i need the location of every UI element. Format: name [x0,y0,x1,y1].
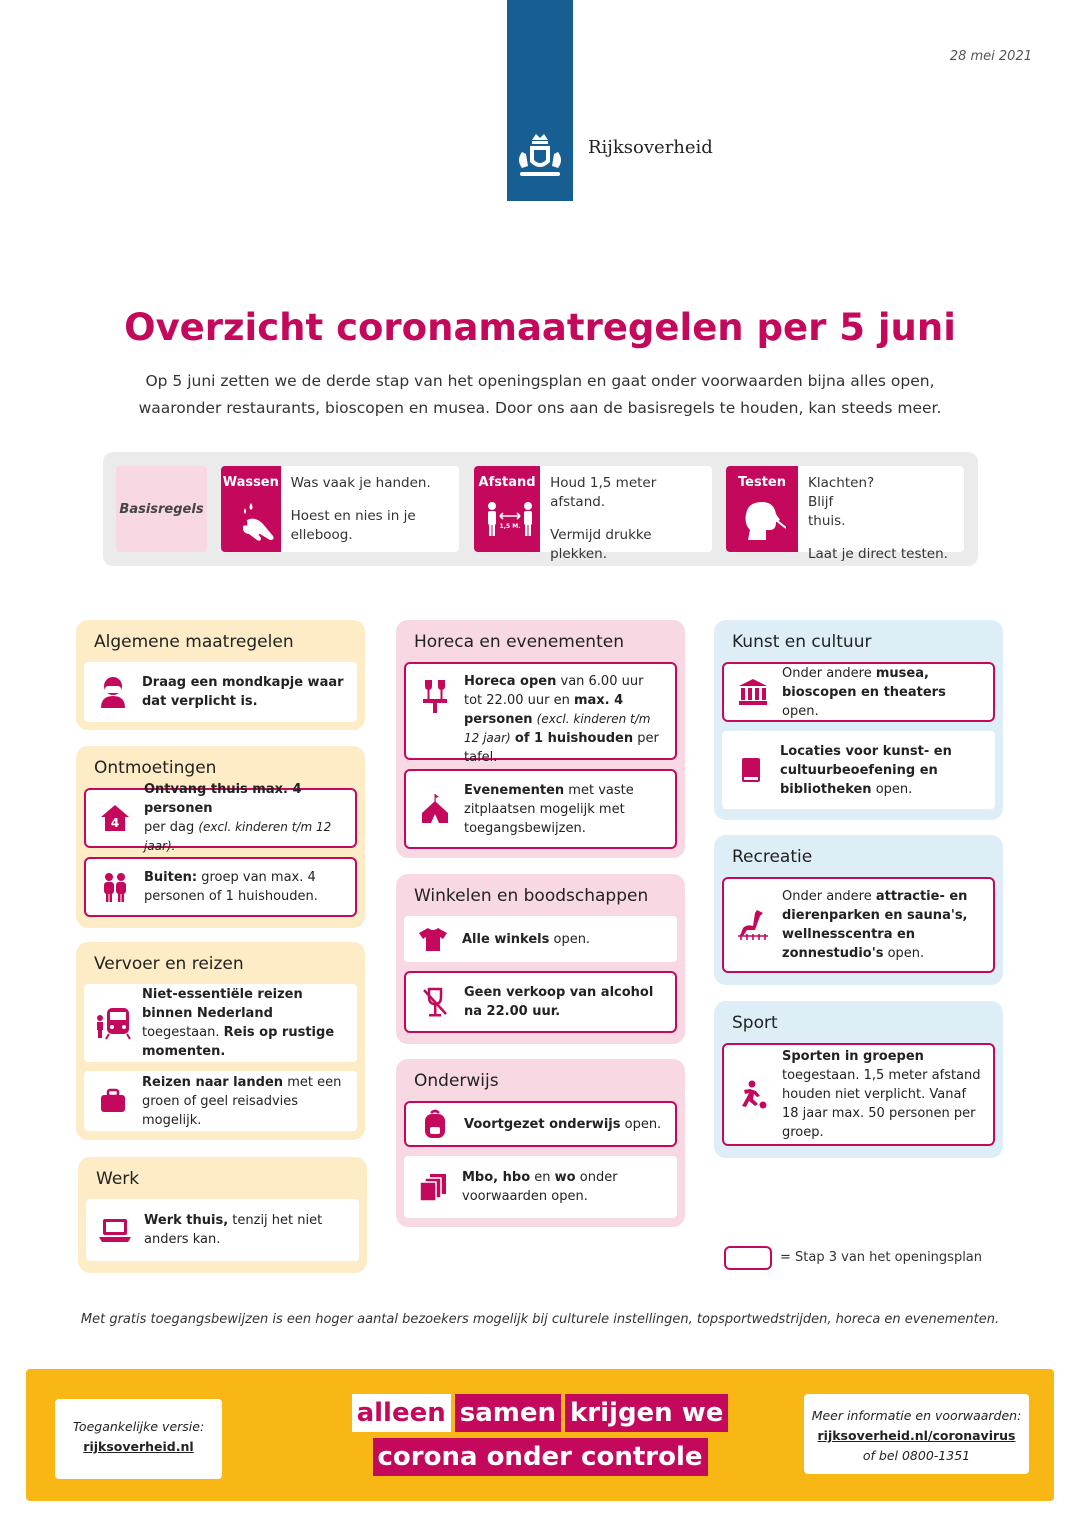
wine-glasses-icon [421,678,449,714]
card-bold: Evenementen [464,782,565,798]
card-text: open. [887,946,925,961]
card-horeca [404,662,677,765]
football-player-icon [738,1080,768,1110]
card-bold: Niet-essentiële reizen binnen Nederland [142,987,303,1021]
section-title: Vervoer en reizen [94,954,244,974]
rule-line2: Laat je direct testen. [808,546,948,562]
section-title: Horeca en evenementen [414,632,624,652]
card-text: en [534,1170,551,1185]
face-mask-icon [99,676,127,708]
rule-line1: Houd 1,5 meter afstand. [550,475,657,510]
section-title: Recreatie [732,847,813,867]
distance-icon [486,500,534,544]
card-bold: Geen verkoop van alcohol na 22.00 uur. [464,985,654,1019]
section-winkelen [396,874,685,1044]
laptop-icon [98,1217,132,1243]
card-mbo-hbo-wo [404,1156,677,1218]
logo-text: Rijksoverheid [588,137,713,158]
intro-text: Op 5 juni zetten we de derde stap van het openingsplan en gaat onder voorwaarden bijna alles open, waaronder restaurants, bioscopen en musea. Door ons aan de basisregels te houden, kan steeds meer. [138,372,942,417]
section-onderwijs [396,1059,685,1227]
test-swab-icon [738,500,786,544]
rule-line1: Was vaak je handen. [290,475,431,491]
people-group-icon [101,872,129,902]
card-reizen-nl [84,984,357,1062]
card-bold: Sporten in groepen [782,1049,924,1064]
card-bold: Alle winkels [462,931,550,947]
shirt-icon [418,926,448,952]
house-icon [100,803,130,833]
section-sport [714,1001,1003,1158]
rule-tag: Wassen [222,475,279,490]
card-reizen-landen [84,1071,357,1131]
circus-tent-icon [420,793,450,825]
card-text: per dag [144,820,195,835]
card-bold: Locaties voor kunst- en cultuurbeoefening en bibliotheken [780,743,952,797]
card-bold: Horeca open [464,674,557,689]
card-text: van 6.00 uur tot 22.00 uur en [464,674,644,708]
card-recreatie [722,877,995,973]
footer-right-link[interactable]: rijksoverheid.nl/coronavirus [817,1428,1016,1443]
card-bold: of 1 huishouden [514,731,634,746]
books-icon [418,1172,448,1202]
hand-washing-icon [233,500,281,544]
slogan-word: samen [455,1394,561,1432]
section-kunst [714,620,1003,820]
rule-wassen [221,466,459,552]
rule-line2: Hoest en nies in je elleboog. [290,508,416,543]
basisregels-label: Basisregels [116,466,207,552]
card-mondkapje [84,662,357,722]
card-text: Onder andere [782,889,872,904]
train-icon [95,1006,131,1040]
section-title: Winkelen en boodschappen [414,886,649,906]
card-bold: wo [554,1170,576,1185]
card-voortgezet [404,1101,677,1147]
giraffe-icon [737,908,769,942]
section-werk [78,1157,367,1273]
rule-tag: Afstand [478,475,536,490]
section-recreatie [714,835,1003,985]
card-text: open. [875,781,913,797]
royal-crest-icon [512,130,568,186]
card-alcohol [404,971,677,1033]
card-werk-thuis [86,1199,359,1261]
section-ontmoetingen [76,746,365,928]
card-text: Onder andere [782,665,872,681]
section-title: Onderwijs [414,1071,499,1091]
card-text: Draag een mondkapje waar dat verplicht is. [142,675,344,709]
card-winkels [404,916,677,962]
section-title: Algemene maatregelen [94,632,294,652]
rule-testen [726,466,964,562]
house-number: 4 [110,816,120,830]
footer-left-label: Toegankelijke versie: [72,1419,205,1434]
legend-swatch [724,1246,772,1270]
card-text: met een groen of geel reisadvies mogelijk. [142,1074,342,1128]
card-bold: Mbo, hbo [462,1170,531,1185]
footer-phone: of bel 0800-1351 [862,1448,971,1463]
section-vervoer [76,942,365,1140]
card-bold: Buiten: [144,870,198,885]
footer-info-box [804,1394,1029,1474]
card-sport [722,1043,995,1146]
rule-line1: Klachten? Blijf thuis. [808,475,875,529]
card-bold: Werk thuis, [144,1213,229,1228]
no-alcohol-icon [421,986,449,1018]
rule-line2: Vermijd drukke plekken. [550,527,652,562]
slogan-word: corona onder controle [373,1438,708,1476]
footnote: Met gratis toegangsbewijzen is een hoger aantal bezoekers mogelijk bij culturele instellingen, topsportwedstrijden, horeca en evenementen. [80,1312,1000,1327]
section-horeca [396,620,685,858]
section-algemeen [76,620,365,730]
card-evenementen [404,769,677,849]
date: 28 mei 2021 [949,49,1032,64]
card-text: open. [624,1116,662,1132]
legend-text: = Stap 3 van het openingsplan [780,1250,983,1265]
card-bold: attractie- en dierenparken en sauna's, wellnesscentra en zonnestudio's [782,889,968,961]
rule-afstand [474,466,712,562]
card-text: onder voorwaarden open. [462,1170,618,1204]
card-bold: Voortgezet onderwijs [464,1116,621,1132]
card-musea [722,662,995,722]
card-text: toegestaan. 1,5 meter afstand houden niet verplicht. Vanaf 18 jaar max. 50 personen per groep. [782,1068,981,1140]
section-title: Werk [96,1169,140,1189]
card-bold: max. 4 personen [464,693,624,727]
section-title: Sport [732,1013,778,1033]
slogan-word: krijgen we [565,1394,728,1432]
rule-tag: Testen [738,475,786,490]
card-text: per tafel. [464,731,659,765]
page-title: Overzicht coronamaatregelen per 5 juni [124,306,956,349]
card-italic: (excl. kinderen t/m 12 jaar). [144,820,332,853]
book-icon [739,756,763,784]
card-buiten [84,857,357,917]
slogan-word: alleen [352,1394,451,1432]
card-text: tenzij het niet anders kan. [144,1213,323,1247]
backpack-icon [422,1109,448,1139]
footer-left-link[interactable]: rijksoverheid.nl [83,1439,194,1454]
card-text: open. [782,703,819,719]
card-cultuur [722,731,995,809]
museum-icon [738,678,768,706]
section-title: Kunst en cultuur [732,632,872,652]
footer-right-label: Meer informatie en voorwaarden: [811,1408,1022,1423]
section-title: Ontmoetingen [94,758,217,778]
card-bold: musea, bioscopen en theaters [782,665,946,700]
card-italic: (excl. kinderen t/m 12 jaar) [464,712,651,745]
card-thuis [84,782,357,853]
card-text: met vaste zitplaatsen mogelijk met toegangsbewijzen. [464,782,634,836]
distance-label: 1,5 M. [499,523,521,530]
card-bold: Reis op rustige momenten. [142,1025,335,1059]
card-text: toegestaan. [142,1025,220,1040]
card-bold: Reizen naar landen [142,1074,284,1090]
suitcase-icon [99,1088,127,1114]
card-text: groep van max. 4 personen of 1 huishouden. [144,870,318,904]
card-text: open. [553,931,591,947]
card-bold: Ontvang thuis max. 4 personen [144,782,302,816]
